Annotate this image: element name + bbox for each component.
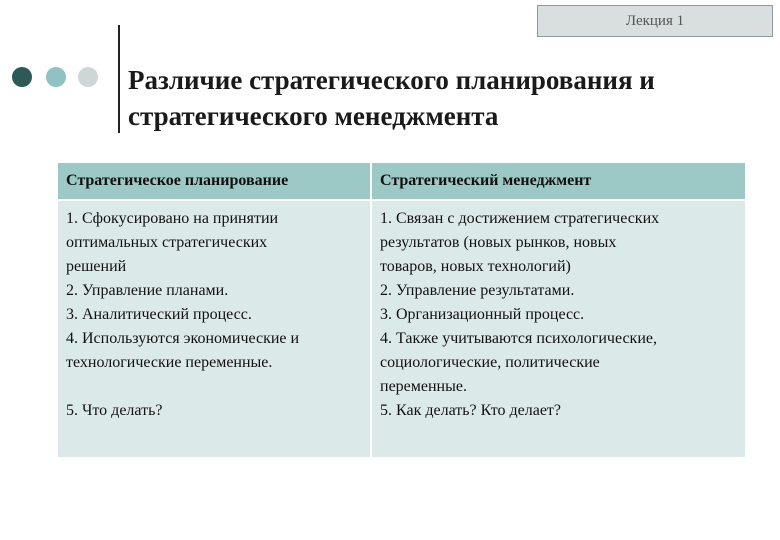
management-line: переменные. [380,378,467,395]
management-line: социологические, политические [380,354,600,371]
planning-line: технологические переменные. [66,354,273,371]
planning-cell [58,200,371,457]
planning-line: 3. Аналитический процесс. [66,306,252,323]
table-header-row [58,163,745,200]
title-divider [118,25,120,133]
comparison-table [58,163,745,457]
management-line: результатов (новых рынков, новых [380,234,617,251]
management-cell [371,200,745,457]
planning-line: оптимальных стратегических [66,234,268,251]
management-line: 5. Как делать? Кто делает? [380,402,562,419]
management-line: 4. Также учитываются психологические, [380,330,657,347]
decorative-dot-dark [12,67,32,87]
slide-title-line-1: Различие стратегического планирования и [128,65,655,95]
slide-title-line-2: стратегического менеджмента [128,101,499,131]
planning-line: 2. Управление планами. [66,282,229,299]
lecture-label: Лекция 1 [537,5,773,37]
management-line: 3. Организационный процесс. [380,306,585,323]
planning-line: 1. Сфокусировано на принятии [66,210,279,227]
column-header-planning: Стратегическое планирование [58,163,371,200]
decorative-dot-light [78,67,98,87]
planning-line: 4. Используются экономические и [66,330,300,347]
management-line: товаров, новых технологий) [380,258,571,275]
planning-line: 5. Что делать? [66,402,163,419]
management-line: 2. Управление результатами. [380,282,575,299]
table-row [58,200,745,457]
slide-title [128,62,768,134]
decorative-dot-medium [46,67,66,87]
blank-line [66,375,362,399]
management-line: 1. Связан с достижением стратегических [380,210,660,227]
column-header-management: Стратегический менеджмент [371,163,745,200]
planning-line: решений [66,258,127,275]
